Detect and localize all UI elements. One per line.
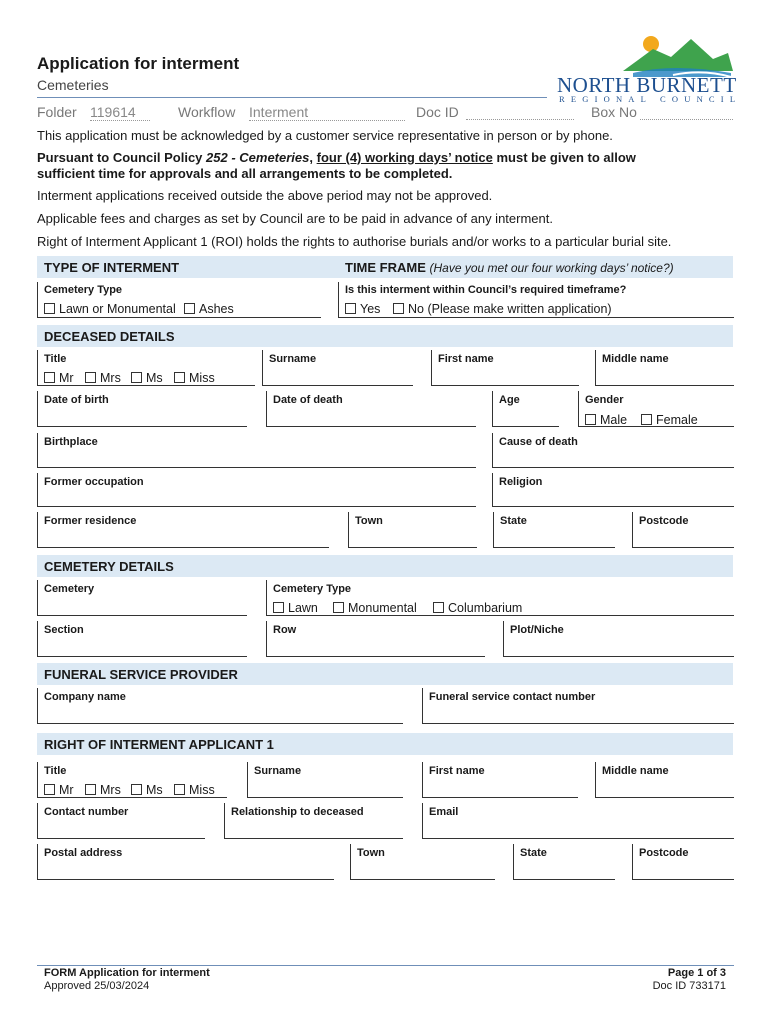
roi-postal-label: Postal address bbox=[44, 847, 123, 859]
residence-label: Former residence bbox=[44, 515, 137, 527]
footer-divider bbox=[37, 965, 734, 966]
council-logo bbox=[553, 33, 742, 105]
cemetery-type-field bbox=[37, 282, 321, 318]
intro-p2-c: , bbox=[309, 150, 317, 165]
option-label: Mr bbox=[59, 783, 74, 797]
option-label: No (Please make written application) bbox=[408, 302, 612, 316]
roi-middlename-label: Middle name bbox=[602, 765, 669, 777]
roi-checkbox-mr[interactable] bbox=[44, 783, 74, 797]
footer-form-name: FORM Application for interment bbox=[44, 967, 210, 979]
section-funeral-provider bbox=[37, 663, 733, 685]
row-field[interactable] bbox=[266, 621, 485, 657]
checkbox-mrs[interactable] bbox=[85, 371, 121, 385]
option-label: Mrs bbox=[100, 783, 121, 797]
checkbox-icon[interactable] bbox=[44, 784, 55, 795]
checkbox-icon[interactable] bbox=[85, 784, 96, 795]
section-roi-applicant bbox=[37, 733, 733, 755]
roi-email-field[interactable] bbox=[422, 803, 734, 839]
folder-label: Folder bbox=[37, 104, 77, 120]
roi-checkbox-miss[interactable] bbox=[174, 783, 215, 797]
section-title: FUNERAL SERVICE PROVIDER bbox=[44, 667, 238, 682]
workflow-field[interactable]: Interment bbox=[249, 104, 405, 121]
roi-title-label: Title bbox=[44, 765, 67, 777]
birthplace-label: Birthplace bbox=[44, 436, 98, 448]
checkbox-icon[interactable] bbox=[174, 784, 185, 795]
checkbox-icon[interactable] bbox=[44, 372, 55, 383]
funeral-contact-label: Funeral service contact number bbox=[429, 691, 596, 703]
logo-text: NORTH BURNETT bbox=[557, 73, 737, 97]
checkbox-icon[interactable] bbox=[273, 602, 284, 613]
checkbox-male[interactable] bbox=[585, 413, 627, 427]
boxno-label: Box No bbox=[591, 104, 637, 120]
row-label: Row bbox=[273, 624, 297, 636]
company-label: Company name bbox=[44, 691, 126, 703]
checkbox-icon[interactable] bbox=[333, 602, 344, 613]
religion-label: Religion bbox=[499, 476, 543, 488]
birthplace-field[interactable] bbox=[37, 433, 476, 468]
section-title: DECEASED DETAILS bbox=[44, 329, 175, 344]
intro-p2-line2: sufficient time for approvals and all arrangements to be completed. bbox=[37, 166, 453, 181]
section-title: TYPE OF INTERMENT bbox=[44, 260, 180, 275]
plot-label: Plot/Niche bbox=[510, 624, 564, 636]
roi-relationship-label: Relationship to deceased bbox=[231, 806, 364, 818]
checkbox-miss[interactable] bbox=[174, 371, 215, 385]
option-label: Miss bbox=[189, 783, 215, 797]
option-label: Mrs bbox=[100, 371, 121, 385]
roi-contact-label: Contact number bbox=[44, 806, 129, 818]
roi-surname-label: Surname bbox=[254, 765, 302, 777]
logo-subtext: REGIONAL COUNCIL bbox=[559, 94, 742, 104]
roi-town-label: Town bbox=[357, 847, 385, 859]
roi-postcode-label: Postcode bbox=[639, 847, 689, 859]
checkbox-mr[interactable] bbox=[44, 371, 74, 385]
occupation-label: Former occupation bbox=[44, 476, 144, 488]
option-label: Female bbox=[656, 413, 698, 427]
section-title: CEMETERY DETAILS bbox=[44, 559, 174, 574]
roi-checkbox-mrs[interactable] bbox=[85, 783, 121, 797]
footer-docid: Doc ID 733171 bbox=[652, 980, 726, 992]
option-label: Ms bbox=[146, 783, 163, 797]
roi-firstname-label: First name bbox=[429, 765, 485, 777]
option-label: Male bbox=[600, 413, 628, 427]
section-cemetery-details bbox=[37, 555, 733, 577]
option-label: Mr bbox=[59, 371, 74, 385]
roi-email-label: Email bbox=[429, 806, 459, 818]
deceased-middlename-label: Middle name bbox=[602, 353, 669, 365]
cause-of-death-label: Cause of death bbox=[499, 436, 578, 448]
checkbox-icon[interactable] bbox=[131, 372, 142, 383]
intro-p2-policy: 252 - Cemeteries bbox=[206, 150, 310, 165]
cemetery-label: Cemetery bbox=[44, 583, 95, 595]
docid-field[interactable] bbox=[466, 104, 574, 120]
section-title: RIGHT OF INTERMENT APPLICANT 1 bbox=[44, 737, 274, 752]
deceased-postcode-label: Postcode bbox=[639, 515, 689, 527]
roi-state-label: State bbox=[520, 847, 547, 859]
deceased-town-label: Town bbox=[355, 515, 383, 527]
timeframe-field bbox=[338, 282, 734, 318]
intro-p2-notice: four (4) working days’ notice bbox=[316, 150, 493, 165]
timeframe-question: Is this interment within Council’s required timeframe? bbox=[345, 284, 627, 296]
deceased-title-label: Title bbox=[44, 353, 67, 365]
workflow-label: Workflow bbox=[178, 104, 236, 120]
section-label: Section bbox=[44, 624, 84, 636]
option-label: Lawn bbox=[288, 601, 318, 615]
boxno-field[interactable] bbox=[640, 104, 733, 120]
option-label: Monumental bbox=[348, 601, 417, 615]
checkbox-ms[interactable] bbox=[131, 371, 163, 385]
timeframe-title: TIME FRAME bbox=[345, 260, 426, 275]
intro-p3: Interment applications received outside the above period may not be approved. bbox=[37, 188, 493, 203]
option-label: Ms bbox=[146, 371, 163, 385]
checkbox-icon[interactable] bbox=[131, 784, 142, 795]
checkbox-lawn[interactable] bbox=[273, 601, 318, 615]
checkbox-female[interactable] bbox=[641, 413, 698, 427]
checkbox-icon[interactable] bbox=[433, 602, 444, 613]
gender-label: Gender bbox=[585, 394, 624, 406]
checkbox-monumental[interactable] bbox=[333, 601, 417, 615]
deceased-firstname-label: First name bbox=[438, 353, 494, 365]
option-label: Ashes bbox=[199, 302, 234, 316]
deceased-state-label: State bbox=[500, 515, 527, 527]
timeframe-note: (Have you met our four working days’ notice?) bbox=[429, 261, 674, 275]
checkbox-icon[interactable] bbox=[85, 372, 96, 383]
timeframe-heading bbox=[345, 260, 674, 275]
section-deceased-details bbox=[37, 325, 733, 347]
checkbox-icon[interactable] bbox=[641, 414, 652, 425]
option-label: Miss bbox=[189, 371, 215, 385]
footer-page: Page 1 of 3 bbox=[667, 967, 726, 979]
option-label: Yes bbox=[360, 302, 381, 316]
option-label: Columbarium bbox=[448, 601, 523, 615]
form-title: Application for interment bbox=[37, 54, 240, 73]
footer-approved: Approved 25/03/2024 bbox=[44, 980, 150, 992]
header-divider bbox=[37, 97, 547, 98]
folder-field[interactable]: 119614 bbox=[90, 104, 150, 121]
intro-p4: Applicable fees and charges as set by Council are to be paid in advance of any interment. bbox=[37, 211, 553, 226]
checkbox-icon[interactable] bbox=[174, 372, 185, 383]
section-type-of-interment bbox=[37, 256, 733, 278]
intro-p1: This application must be acknowledged by a customer service representative in person or by phone. bbox=[37, 128, 613, 143]
deceased-surname-label: Surname bbox=[269, 353, 317, 365]
dod-label: Date of death bbox=[273, 394, 343, 406]
intro-p5: Right of Interment Applicant 1 (ROI) holds the rights to authorise burials and/or works to a particular burial site. bbox=[37, 234, 672, 249]
intro-p2-e: must be given to allow bbox=[492, 150, 636, 165]
dob-label: Date of birth bbox=[44, 394, 109, 406]
cemetery-type-label: Cemetery Type bbox=[44, 284, 123, 296]
roi-checkbox-ms[interactable] bbox=[131, 783, 163, 797]
intro-p2-a: Pursuant to Council Policy bbox=[37, 150, 207, 165]
age-label: Age bbox=[499, 394, 520, 406]
option-label: Lawn or Monumental bbox=[59, 302, 176, 316]
docid-label: Doc ID bbox=[416, 104, 459, 120]
cemetery-type-label2: Cemetery Type bbox=[273, 583, 352, 595]
checkbox-columbarium[interactable] bbox=[433, 601, 522, 615]
form-subtitle: Cemeteries bbox=[37, 77, 109, 93]
checkbox-icon[interactable] bbox=[585, 414, 596, 425]
intro-p2 bbox=[37, 150, 737, 166]
